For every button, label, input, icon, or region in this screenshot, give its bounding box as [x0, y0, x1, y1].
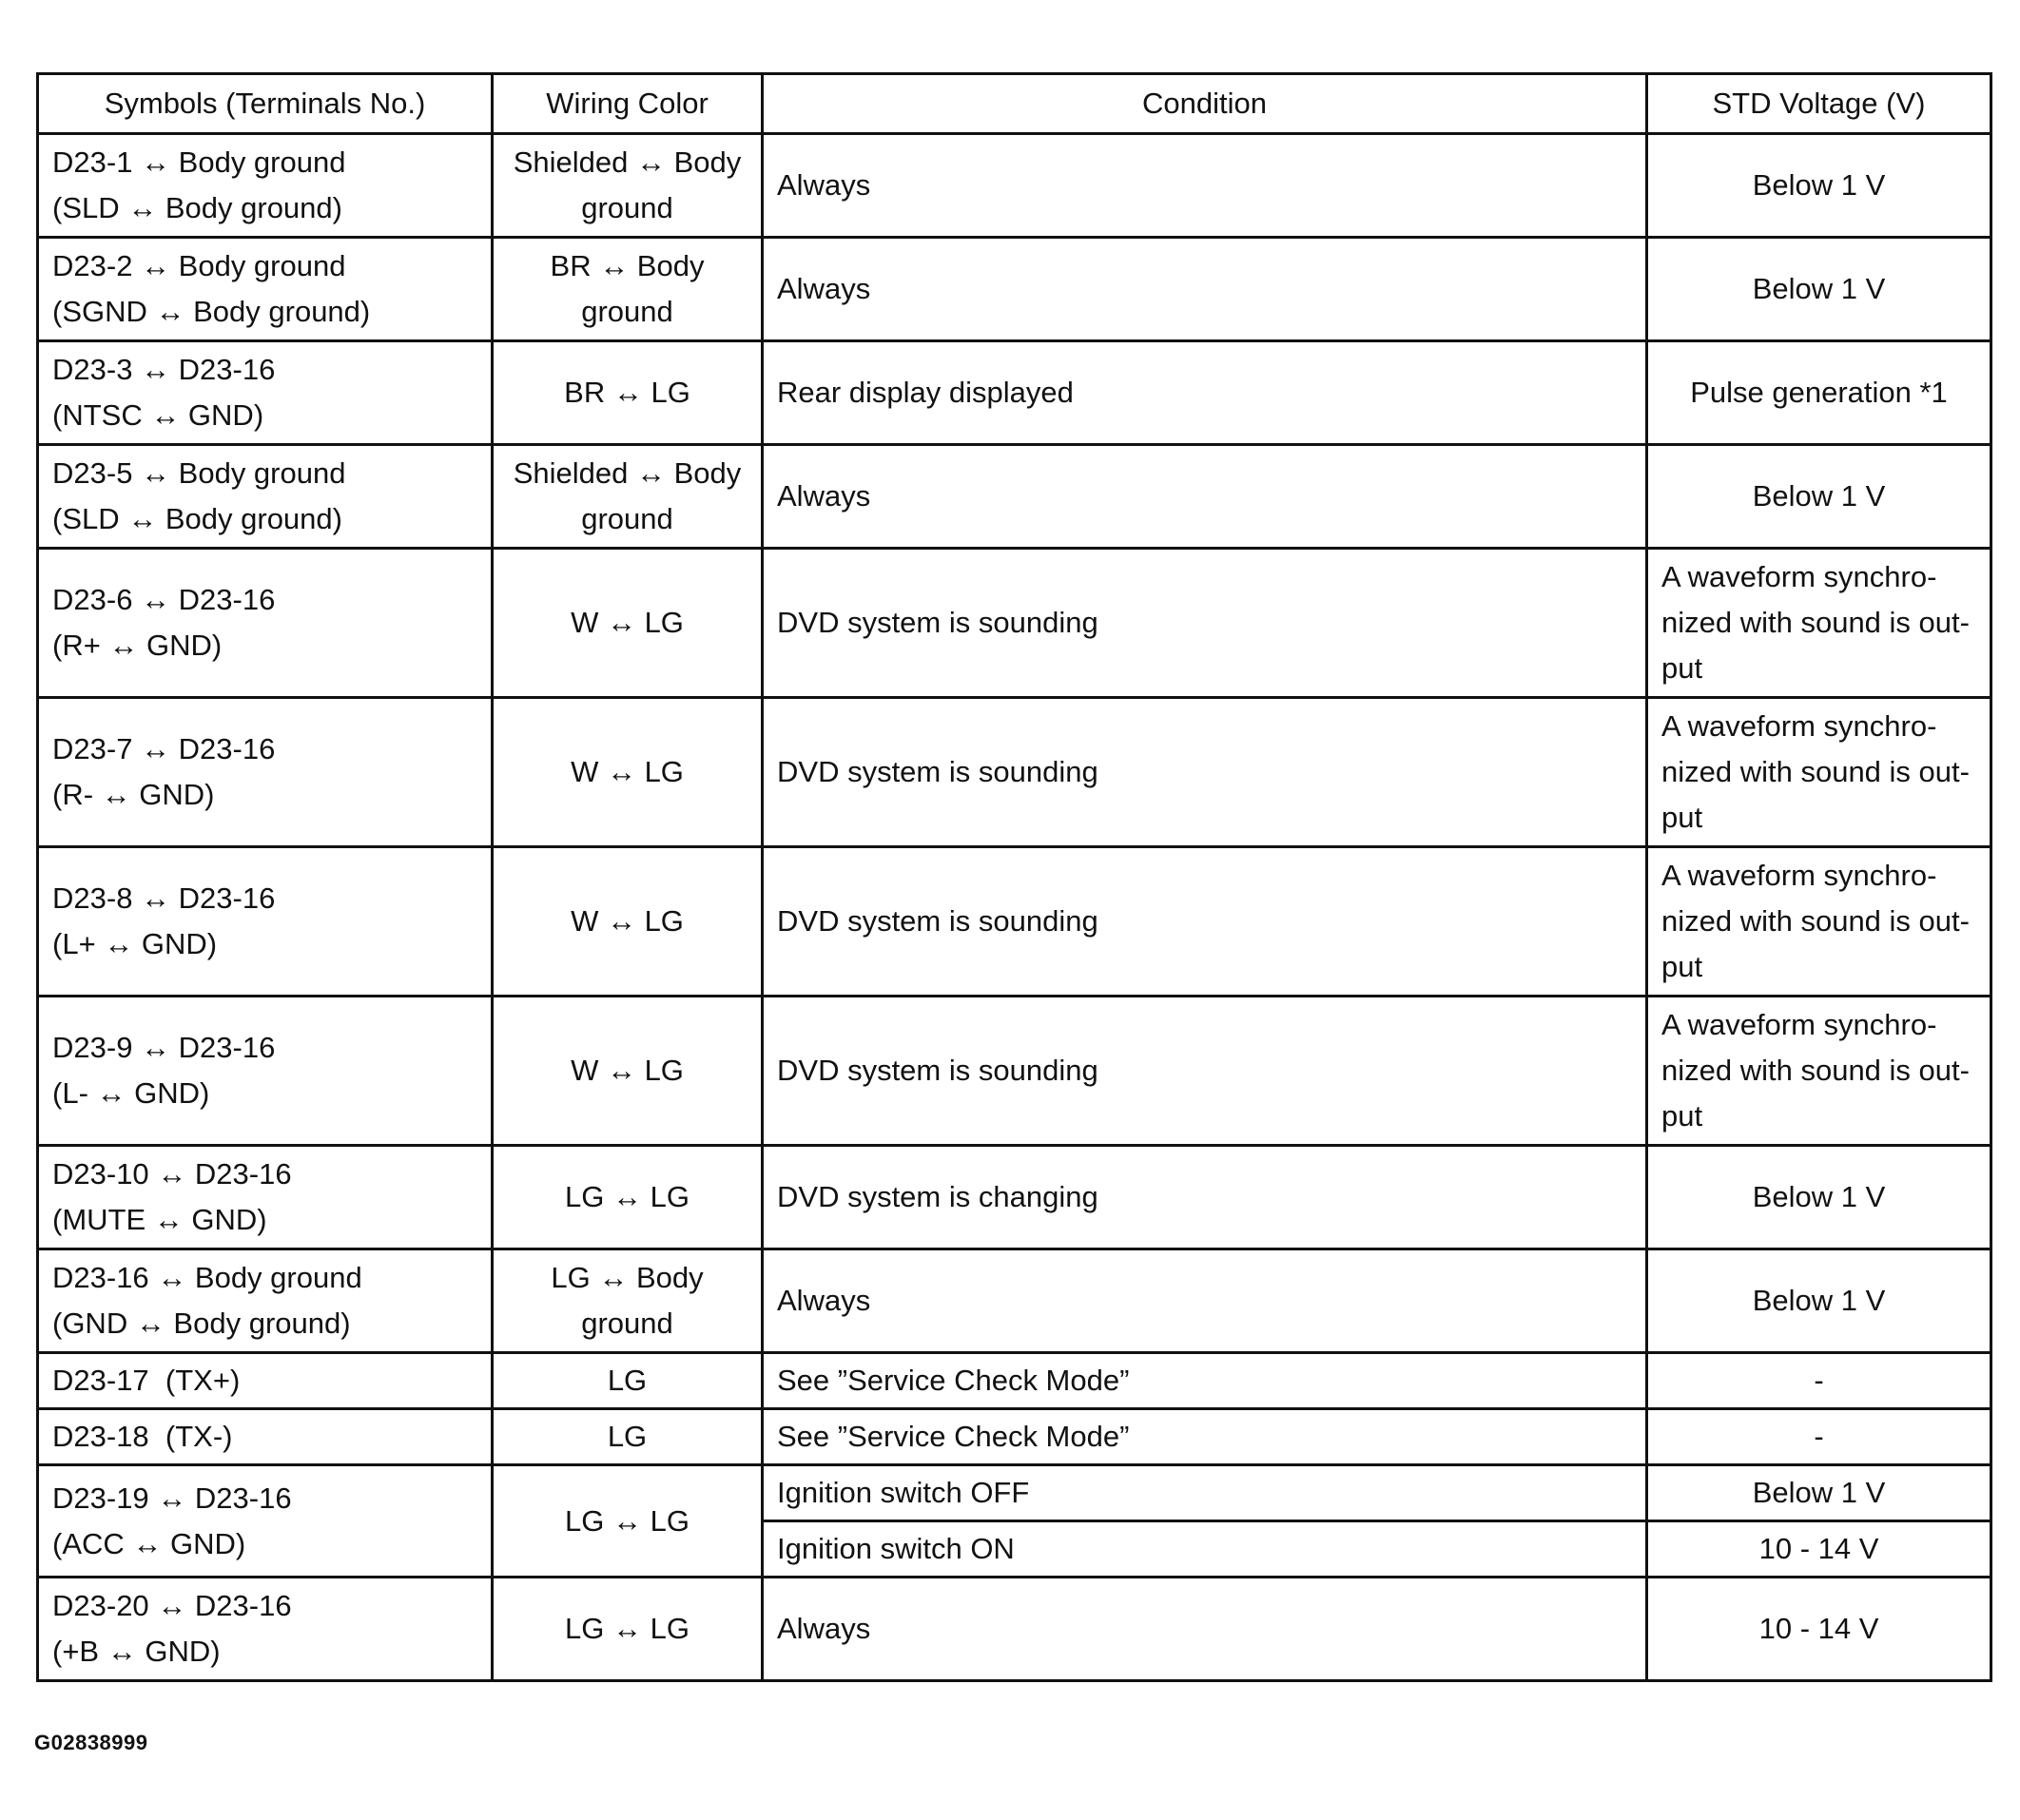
table-row: [38, 445, 1991, 549]
condition-cell: DVD system is sounding: [763, 698, 1647, 847]
symbol-line: D23-7 ↔ D23-16: [52, 732, 276, 765]
symbol-line: D23-3 ↔ D23-16: [52, 353, 276, 386]
symbol-line: D23-16 ↔ Body ground: [52, 1261, 362, 1294]
voltage-cell: [1647, 847, 1991, 997]
symbol-line: D23-20 ↔ D23-16: [52, 1589, 292, 1622]
voltage-cell: [1647, 549, 1991, 698]
condition-cell: DVD system is changing: [763, 1146, 1647, 1249]
wiring-cell: [493, 1249, 763, 1353]
symbol-cell: [38, 134, 493, 238]
symbol-line: (R- ↔ GND): [52, 778, 215, 811]
voltage-line: put: [1661, 801, 1703, 834]
table-row: [38, 1465, 1991, 1521]
condition-cell: Ignition switch ON: [763, 1521, 1647, 1578]
wiring-cell: [493, 1146, 763, 1249]
table-row: [38, 1409, 1991, 1465]
symbol-line: D23-9 ↔ D23-16: [52, 1031, 276, 1064]
voltage-line: nized with sound is out-: [1661, 1054, 1970, 1087]
voltage-line: nized with sound is out-: [1661, 755, 1970, 788]
table-row: [38, 997, 1991, 1146]
symbol-cell: [38, 997, 493, 1146]
table-row: [38, 1578, 1991, 1681]
symbol-cell: [38, 1465, 493, 1578]
wiring-line: W ↔ LG: [571, 606, 684, 639]
symbol-cell: [38, 1249, 493, 1353]
voltage-cell: Below 1 V: [1647, 1465, 1991, 1521]
voltage-line: put: [1661, 1099, 1703, 1133]
symbol-line: D23-1 ↔ Body ground: [52, 145, 346, 179]
wiring-cell: [493, 1465, 763, 1578]
wiring-cell: [493, 341, 763, 445]
condition-cell: Always: [763, 134, 1647, 238]
table-row: [38, 134, 1991, 238]
condition-cell: DVD system is sounding: [763, 549, 1647, 698]
condition-cell: See ”Service Check Mode”: [763, 1409, 1647, 1465]
voltage-line: put: [1661, 950, 1703, 983]
table-header-row: [38, 74, 1991, 134]
terminal-voltage-table: [36, 72, 1992, 1682]
symbol-line: D23-19 ↔ D23-16: [52, 1481, 292, 1515]
wiring-line: LG ↔ LG: [565, 1180, 690, 1213]
wiring-line: W ↔ LG: [571, 1054, 684, 1087]
symbol-line: (SLD ↔ Body ground): [52, 191, 342, 224]
wiring-line: LG: [607, 1364, 648, 1397]
condition-cell: Ignition switch OFF: [763, 1465, 1647, 1521]
symbol-line: D23-17 (TX+): [52, 1364, 241, 1397]
voltage-cell: [1647, 698, 1991, 847]
voltage-cell: Below 1 V: [1647, 238, 1991, 341]
wiring-line: LG ↔ Body: [551, 1261, 704, 1294]
wiring-line: BR ↔ LG: [564, 376, 690, 409]
wiring-line: W ↔ LG: [571, 755, 684, 788]
voltage-line: nized with sound is out-: [1661, 904, 1970, 938]
table-row: [38, 238, 1991, 341]
wiring-line: W ↔ LG: [571, 904, 684, 938]
wiring-line: ground: [581, 502, 673, 535]
symbol-line: (MUTE ↔ GND): [52, 1203, 267, 1236]
wiring-line: Shielded ↔ Body: [513, 145, 742, 179]
symbol-cell: [38, 847, 493, 997]
condition-cell: Always: [763, 1578, 1647, 1681]
header-wiring-color: Wiring Color: [493, 74, 763, 134]
symbol-line: D23-18 (TX-): [52, 1420, 233, 1453]
condition-cell: DVD system is sounding: [763, 997, 1647, 1146]
condition-cell: Always: [763, 1249, 1647, 1353]
wiring-cell: [493, 1353, 763, 1409]
header-symbols: Symbols (Terminals No.): [38, 74, 493, 134]
voltage-cell: 10 - 14 V: [1647, 1521, 1991, 1578]
condition-cell: Always: [763, 238, 1647, 341]
symbol-cell: [38, 1146, 493, 1249]
table-row: [38, 1146, 1991, 1249]
wiring-line: LG ↔ LG: [565, 1503, 690, 1538]
symbol-cell: [38, 549, 493, 698]
header-std-voltage: STD Voltage (V): [1647, 74, 1991, 134]
condition-cell: Rear display displayed: [763, 341, 1647, 445]
table-row: [38, 1249, 1991, 1353]
wiring-line: ground: [581, 295, 673, 328]
wiring-cell: [493, 445, 763, 549]
voltage-line: A waveform synchro-: [1661, 709, 1937, 743]
header-condition: Condition: [763, 74, 1647, 134]
voltage-cell: Below 1 V: [1647, 1249, 1991, 1353]
symbol-line: D23-6 ↔ D23-16: [52, 583, 276, 616]
voltage-cell: [1647, 997, 1991, 1146]
wiring-line: BR ↔ Body: [550, 249, 705, 282]
symbol-line: D23-8 ↔ D23-16: [52, 881, 276, 915]
symbol-cell: [38, 341, 493, 445]
voltage-cell: Below 1 V: [1647, 1146, 1991, 1249]
wiring-cell: [493, 134, 763, 238]
table-row: [38, 847, 1991, 997]
voltage-cell: Below 1 V: [1647, 134, 1991, 238]
symbol-line: D23-10 ↔ D23-16: [52, 1157, 292, 1191]
symbol-line: (+B ↔ GND): [52, 1635, 221, 1668]
condition-cell: See ”Service Check Mode”: [763, 1353, 1647, 1409]
voltage-cell: Pulse generation *1: [1647, 341, 1991, 445]
symbol-line: (GND ↔ Body ground): [52, 1307, 351, 1340]
voltage-line: A waveform synchro-: [1661, 560, 1937, 593]
wiring-cell: [493, 997, 763, 1146]
figure-id: G02838999: [34, 1731, 148, 1754]
symbol-cell: [38, 698, 493, 847]
symbol-line: (NTSC ↔ GND): [52, 398, 264, 432]
wiring-cell: [493, 1578, 763, 1681]
wiring-line: Shielded ↔ Body: [513, 456, 742, 490]
symbol-line: (SGND ↔ Body ground): [52, 295, 371, 328]
symbol-line: (ACC ↔ GND): [52, 1526, 246, 1560]
wiring-line: LG ↔ LG: [565, 1612, 690, 1645]
symbol-cell: [38, 1409, 493, 1465]
wiring-cell: [493, 698, 763, 847]
wiring-line: ground: [581, 1307, 673, 1340]
wiring-cell: [493, 847, 763, 997]
symbol-cell: [38, 1578, 493, 1681]
table-row: [38, 698, 1991, 847]
voltage-cell: 10 - 14 V: [1647, 1578, 1991, 1681]
wiring-line: ground: [581, 191, 673, 224]
voltage-cell: -: [1647, 1353, 1991, 1409]
wiring-cell: [493, 1409, 763, 1465]
voltage-cell: -: [1647, 1409, 1991, 1465]
symbol-cell: [38, 238, 493, 341]
symbol-line: (SLD ↔ Body ground): [52, 502, 342, 535]
symbol-cell: [38, 1353, 493, 1409]
wiring-cell: [493, 549, 763, 698]
table-row: [38, 549, 1991, 698]
voltage-line: A waveform synchro-: [1661, 859, 1937, 892]
wiring-cell: [493, 238, 763, 341]
symbol-line: (L- ↔ GND): [52, 1076, 210, 1110]
voltage-line: put: [1661, 651, 1703, 685]
symbol-line: D23-5 ↔ Body ground: [52, 456, 346, 490]
table-row: [38, 341, 1991, 445]
symbol-line: D23-2 ↔ Body ground: [52, 249, 346, 282]
voltage-cell: Below 1 V: [1647, 445, 1991, 549]
symbol-line: (R+ ↔ GND): [52, 629, 223, 662]
voltage-line: A waveform synchro-: [1661, 1008, 1937, 1041]
condition-cell: Always: [763, 445, 1647, 549]
symbol-line: (L+ ↔ GND): [52, 927, 218, 960]
symbol-cell: [38, 445, 493, 549]
wiring-line: LG: [607, 1420, 648, 1453]
table-row: [38, 1353, 1991, 1409]
voltage-line: nized with sound is out-: [1661, 606, 1970, 639]
condition-cell: DVD system is sounding: [763, 847, 1647, 997]
